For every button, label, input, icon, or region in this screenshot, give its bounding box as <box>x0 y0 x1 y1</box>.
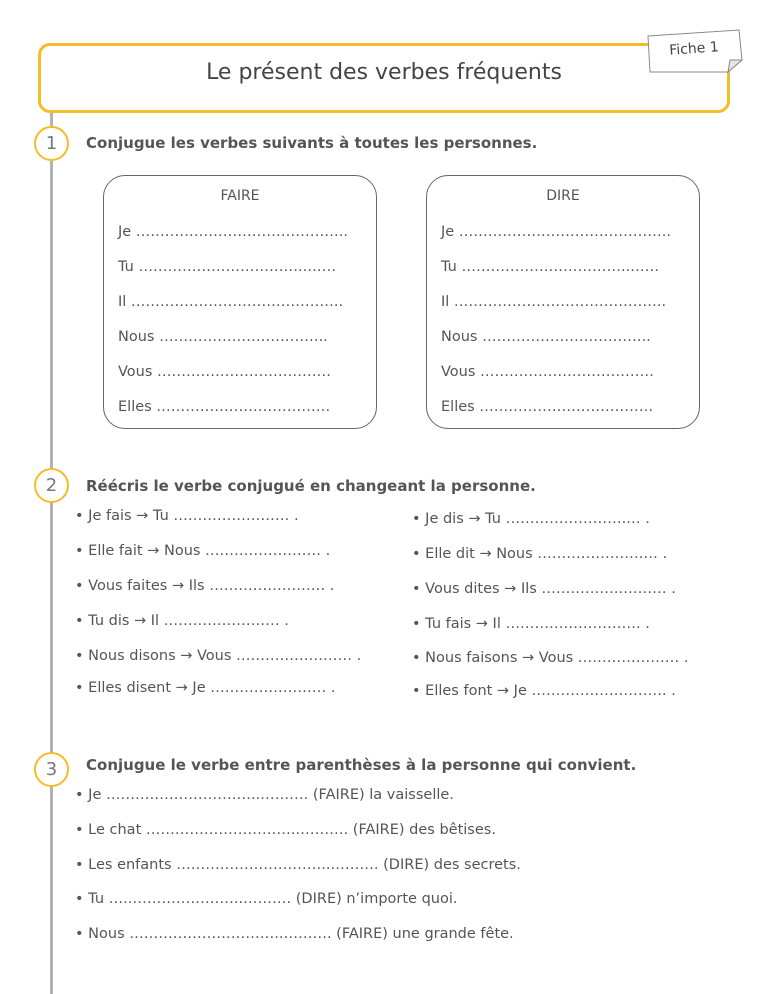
exercise-item[interactable]: • Tu fais → Il ………………………. . <box>412 616 650 632</box>
conjugation-line[interactable]: Tu ……………………………..…… <box>118 259 337 275</box>
exercise-item[interactable]: • Tu …..…………………..………. (DIRE) n’importe quoi. <box>75 891 458 907</box>
conjugation-line[interactable]: Nous …………………………….. <box>118 329 328 345</box>
exercise-item[interactable]: • Le chat …………………………..………. (FAIRE) des bêtises. <box>75 822 496 838</box>
card-verb: DIRE <box>546 188 580 204</box>
fiche-tag <box>646 28 746 74</box>
exercise-item[interactable]: • Vous dites → Ils ……………..……… . <box>412 581 676 597</box>
exercise-item[interactable]: • Elle fait → Nous …………………… . <box>75 543 331 559</box>
card-verb: FAIRE <box>220 188 260 204</box>
card-dire <box>426 175 700 429</box>
page-title: Le présent des verbes fréquents <box>206 60 562 85</box>
exercise-item[interactable]: • Je dis → Tu …………………….… . <box>412 511 650 527</box>
exercise-item[interactable]: • Elles disent → Je …………………… . <box>75 680 336 696</box>
conjugation-line[interactable]: Nous …………………………….. <box>441 329 651 345</box>
exercise-3-instruction: Conjugue le verbe entre parenthèses à la personne qui convient. <box>86 756 637 774</box>
conjugation-line[interactable]: Je …………………………………….. <box>441 224 672 240</box>
margin-rule <box>50 96 53 994</box>
exercise-item[interactable]: • Les enfants …………………………..………. (DIRE) des secrets. <box>75 857 521 873</box>
conjugation-line[interactable]: Vous ……………………………… <box>118 364 332 380</box>
exercise-item[interactable]: • Elles font → Je ………………………. . <box>412 683 676 699</box>
conjugation-line[interactable]: Tu ……………………………..…… <box>441 259 660 275</box>
exercise-item[interactable]: • Elle dit → Nous ………………….… . <box>412 546 668 562</box>
exercise-item[interactable]: • Nous disons → Vous …………………… . <box>75 648 362 664</box>
conjugation-line[interactable]: Vous ……………………………… <box>441 364 655 380</box>
conjugation-line[interactable]: Il …………………………………….. <box>441 294 667 310</box>
exercise-item[interactable]: • Nous …………………………..………. (FAIRE) une grande fête. <box>75 926 514 942</box>
fiche-label: Fiche 1 <box>668 39 720 59</box>
exercise-2-instruction: Réécris le verbe conjugué en changeant la personne. <box>86 477 536 495</box>
exercise-2-number: 2 <box>34 468 69 503</box>
conjugation-line[interactable]: Elles ……………………………… <box>441 399 654 415</box>
exercise-item[interactable]: • Tu dis → Il …………………… . <box>75 613 289 629</box>
exercise-3-number: 3 <box>34 752 69 787</box>
exercise-item[interactable]: • Vous faites → Ils …………………… . <box>75 578 335 594</box>
exercise-item[interactable]: • Je fais → Tu …………………… . <box>75 508 299 524</box>
card-faire <box>103 175 377 429</box>
conjugation-line[interactable]: Je …………………………………….. <box>118 224 349 240</box>
exercise-item[interactable]: • Nous faisons → Vous ………………… . <box>412 650 689 666</box>
conjugation-line[interactable]: Il …………………………………….. <box>118 294 344 310</box>
exercise-1-number: 1 <box>34 126 69 161</box>
exercise-1-instruction: Conjugue les verbes suivants à toutes les personnes. <box>86 134 538 152</box>
conjugation-line[interactable]: Elles ……………………………… <box>118 399 331 415</box>
title-banner <box>38 43 730 113</box>
exercise-item[interactable]: • Je …………………………..………. (FAIRE) la vaisselle. <box>75 787 454 803</box>
